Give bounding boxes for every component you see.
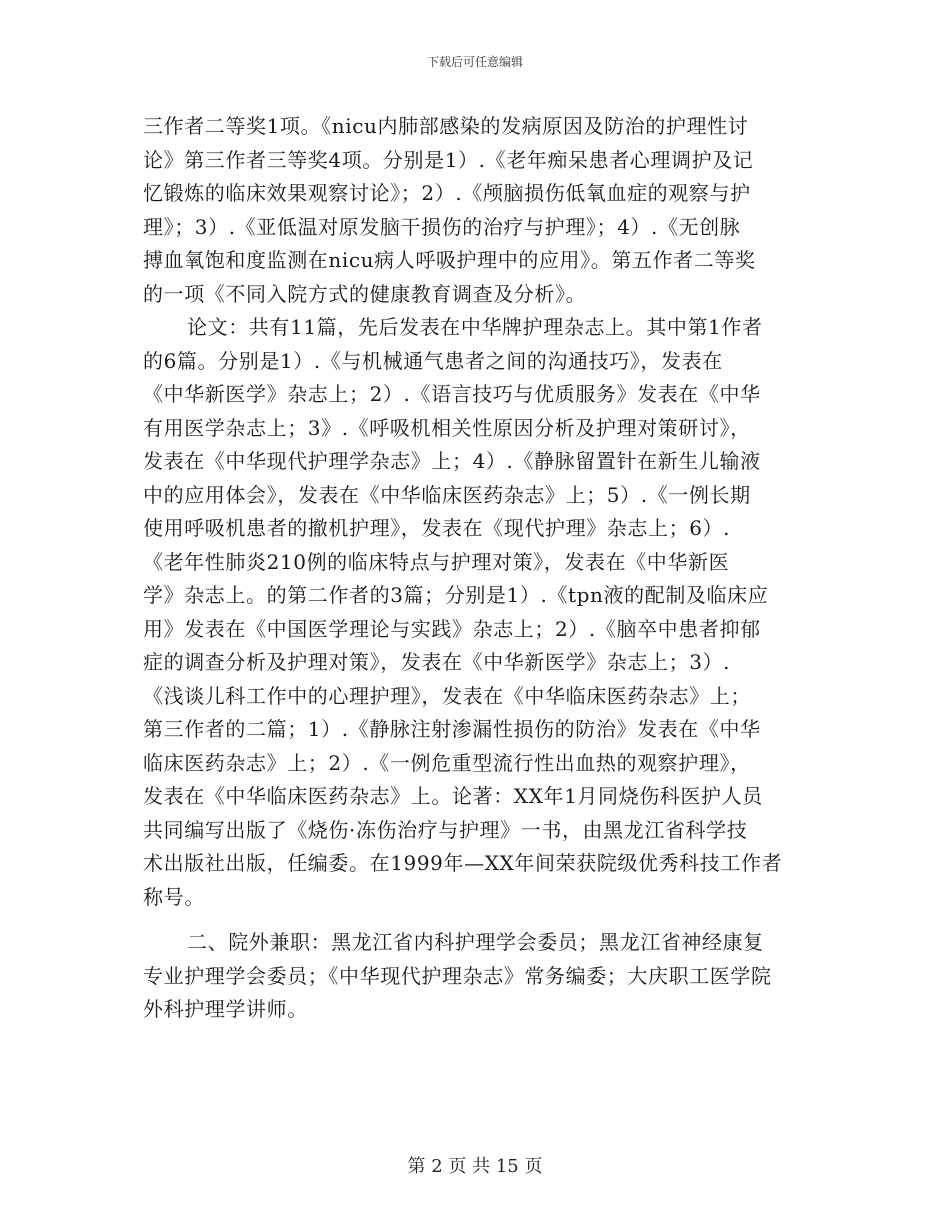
- text-line: 第三作者的二篇；1）.《静脉注射渗漏性损伤的防治》发表在《中华: [143, 717, 761, 741]
- text-line: 用》发表在《中国医学理论与实践》杂志上；2）.《脑卒中患者抑郁: [143, 616, 761, 641]
- text-line: 专业护理学会委员；《中华现代护理杂志》常务编委；大庆职工医学院: [143, 963, 772, 988]
- text-line: 的6篇。分别是1）.《与机械通气患者之间的沟通技巧》，发表在: [143, 348, 723, 373]
- paragraph-awards: [143, 110, 807, 311]
- paragraph-papers: [143, 311, 807, 914]
- text-line: 二、院外兼职：黑龙江省内科护理学会委员；黑龙江省神经康复: [187, 930, 764, 954]
- text-line: 理》；3）.《亚低温对原发脑干损伤的治疗与护理》；4）.《无创脉: [143, 214, 741, 239]
- text-line: 学》杂志上。的第二作者的3篇；分别是1）.《tpn液的配制及临床应: [143, 583, 769, 607]
- text-line: 三作者二等奖1项。《nicu内肺部感染的发病原因及防治的护理性讨: [143, 114, 749, 138]
- body-text: [143, 110, 807, 1027]
- text-line: 《老年性肺炎210例的临床特点与护理对策》，发表在《中华新医: [143, 549, 730, 574]
- text-line: 临床医药杂志》上；2）.《一例危重型流行性出血热的观察护理》，: [143, 750, 751, 775]
- text-line: 有用医学杂志上；3》.《呼吸机相关性原因分析及护理对策研讨》，: [143, 415, 751, 440]
- text-line: 术出版社出版，任编委。在1999年—XX年间荣获院级优秀科技工作者: [143, 851, 783, 875]
- text-line: 称号。: [143, 884, 205, 909]
- text-line: 搏血氧饱和度监测在nicu病人呼吸护理中的应用》。第五作者二等奖: [143, 248, 756, 272]
- text-line: 论文：共有11篇，先后发表在中华牌护理杂志上。其中第1作者: [187, 315, 763, 339]
- text-line: 外科护理学讲师。: [143, 997, 308, 1021]
- header-note: 下载后可任意编辑: [426, 55, 523, 69]
- paragraph-external-roles: [143, 926, 807, 1027]
- text-line: 《浅谈儿科工作中的心理护理》，发表在《中华临床医药杂志》上；: [143, 683, 751, 708]
- text-line: 症的调查分析及护理对策》，发表在《中华新医学》杂志上；3）.: [143, 650, 731, 674]
- text-line: 《中华新医学》杂志上；2）.《语言技巧与优质服务》发表在《中华: [143, 382, 761, 406]
- text-line: 忆锻炼的临床效果观察讨论》；2）.《颅脑损伤低氧血症的观察与护: [143, 181, 751, 205]
- text-line: 使用呼吸机患者的撤机护理》，发表在《现代护理》杂志上；6）.: [143, 516, 731, 540]
- paragraph-gap: [143, 914, 807, 926]
- text-line: 中的应用体会》，发表在《中华临床医药杂志》上；5）.《一例长期: [143, 482, 751, 507]
- text-line: 论》第三作者三等奖4项。分别是1）.《老年痴呆患者心理调护及记: [143, 147, 754, 172]
- text-line: 的一项《不同入院方式的健康教育调查及分析》。: [143, 281, 587, 306]
- page-number-footer: 第 2 页 共 15 页: [407, 1156, 543, 1177]
- text-line: 发表在《中华现代护理学杂志》上；4）.《静脉留置针在新生儿输液: [143, 449, 761, 473]
- text-line: 共同编写出版了《烧伤·冻伤治疗与护理》一书，由黑龙江省科学技: [143, 817, 748, 842]
- text-line: 发表在《中华临床医药杂志》上。论著：XX年1月同烧伤科医护人员: [143, 784, 763, 808]
